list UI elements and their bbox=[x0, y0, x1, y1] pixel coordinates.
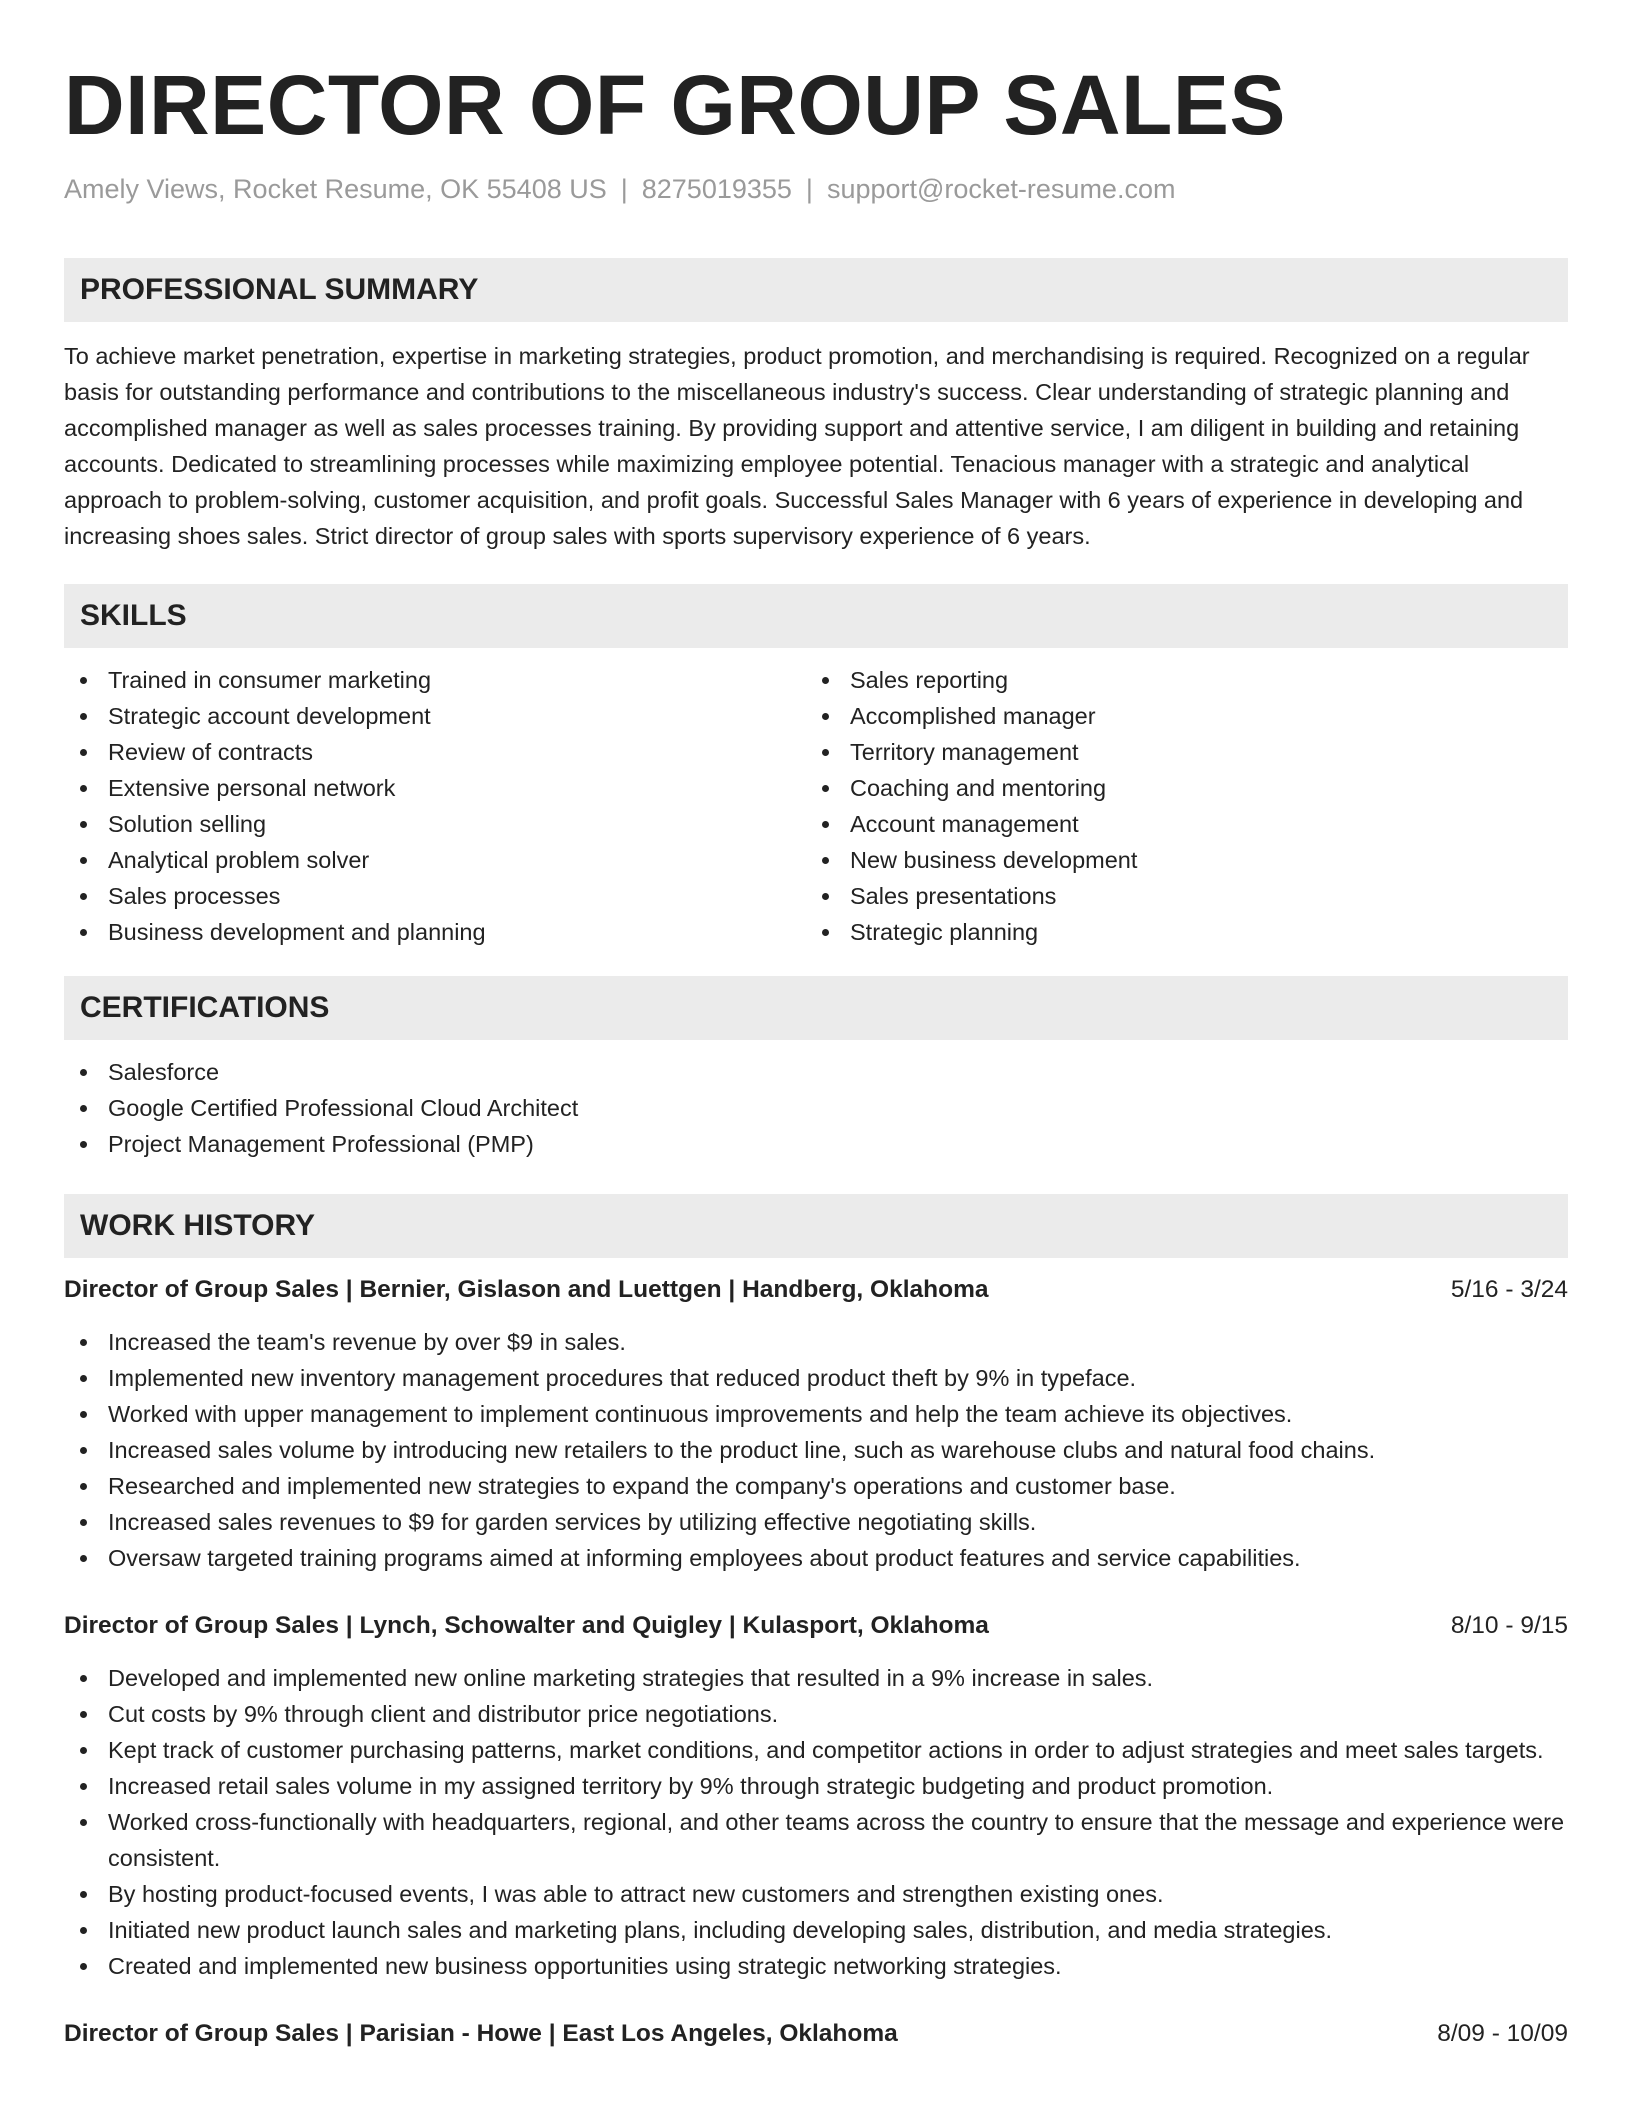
section-header-skills: SKILLS bbox=[64, 584, 1568, 648]
job-bullets bbox=[64, 1324, 1568, 1576]
job-heading bbox=[64, 2016, 1568, 2052]
skill-item: Sales reporting bbox=[806, 662, 1548, 698]
skill-item: New business development bbox=[806, 842, 1548, 878]
skill-item: Trained in consumer marketing bbox=[64, 662, 806, 698]
job-bullet: Created and implemented new business opportunities using strategic networking strategies. bbox=[64, 1948, 1568, 1984]
contact-email: support@rocket-resume.com bbox=[826, 174, 1176, 204]
skill-item: Strategic planning bbox=[806, 914, 1548, 950]
job-bullet: Developed and implemented new online marketing strategies that resulted in a 9% increase in sales. bbox=[64, 1660, 1568, 1696]
job-entry bbox=[64, 1272, 1568, 1576]
job-title: Director of Group Sales | Parisian - Howe | East Los Angeles, Oklahoma bbox=[64, 2020, 898, 2047]
job-bullet: Implemented new inventory management procedures that reduced product theft by 9% in typeface. bbox=[64, 1360, 1568, 1396]
skills-column-right bbox=[806, 662, 1548, 950]
job-bullet: Initiated new product launch sales and marketing plans, including developing sales, distribution, and media strategies. bbox=[64, 1912, 1568, 1948]
job-dates: 8/09 - 10/09 bbox=[1437, 2020, 1568, 2047]
skills-list-right bbox=[806, 662, 1548, 950]
job-bullet: Researched and implemented new strategies to expand the company's operations and customer base. bbox=[64, 1468, 1568, 1504]
skill-item: Extensive personal network bbox=[64, 770, 806, 806]
job-bullet: Increased retail sales volume in my assigned territory by 9% through strategic budgeting and product promotion. bbox=[64, 1768, 1568, 1804]
section-header-summary: PROFESSIONAL SUMMARY bbox=[64, 258, 1568, 322]
contact-separator: | bbox=[620, 174, 628, 204]
resume-title: DIRECTOR OF GROUP SALES bbox=[64, 58, 1286, 152]
skill-item: Review of contracts bbox=[64, 734, 806, 770]
job-bullet: Worked cross-functionally with headquarters, regional, and other teams across the country to ensure that the message and experience were consistent. bbox=[64, 1804, 1568, 1876]
contact-line bbox=[64, 172, 1568, 206]
section-header-certifications: CERTIFICATIONS bbox=[64, 976, 1568, 1040]
skills-list-left bbox=[64, 662, 806, 950]
job-dates: 8/10 - 9/15 bbox=[1450, 1612, 1568, 1639]
contact-separator: | bbox=[805, 174, 813, 204]
certification-item: Project Management Professional (PMP) bbox=[64, 1126, 1568, 1162]
certifications-list bbox=[64, 1054, 1568, 1162]
job-bullet: Kept track of customer purchasing patterns, market conditions, and competitor actions in order to adjust strategies and meet sales targets. bbox=[64, 1732, 1568, 1768]
job-bullet: Increased sales revenues to $9 for garden services by utilizing effective negotiating skills. bbox=[64, 1504, 1568, 1540]
skill-item: Sales processes bbox=[64, 878, 806, 914]
certification-item: Salesforce bbox=[64, 1054, 1568, 1090]
skill-item: Coaching and mentoring bbox=[806, 770, 1548, 806]
job-heading bbox=[64, 1272, 1568, 1308]
professional-summary: To achieve market penetration, expertise in marketing strategies, product promotion, and merchandising is required. Recognized on a regular basis for outstanding performance and contributions to the miscellaneous industry's success. Clear understanding of strategic planning and accomplished manager as well as sales processes training. By providing support and attentive service, I am diligent in building and retaining accounts. Dedicated to streamlining processes while maximizing employee potential. Tenacious manager with a strategic and analytical approach to problem-solving, customer acquisition, and profit goals. Successful Sales Manager with 6 years of experience in developing and increasing shoes sales. Strict director of group sales with sports supervisory experience of 6 years. bbox=[64, 343, 1530, 549]
job-entry bbox=[64, 1608, 1568, 1984]
job-dates: 5/16 - 3/24 bbox=[1450, 1276, 1568, 1303]
job-bullet: Oversaw targeted training programs aimed at informing employees about product features and service capabilities. bbox=[64, 1540, 1568, 1576]
contact-phone: 8275019355 bbox=[641, 174, 792, 204]
job-bullet: By hosting product-focused events, I was able to attract new customers and strengthen existing ones. bbox=[64, 1876, 1568, 1912]
job-bullet: Increased sales volume by introducing new retailers to the product line, such as warehouse clubs and natural food chains. bbox=[64, 1432, 1568, 1468]
job-bullet: Increased the team's revenue by over $9 in sales. bbox=[64, 1324, 1568, 1360]
job-bullets bbox=[64, 1660, 1568, 1984]
skill-item: Business development and planning bbox=[64, 914, 806, 950]
job-heading bbox=[64, 1608, 1568, 1644]
section-header-work-history: WORK HISTORY bbox=[64, 1194, 1568, 1258]
skill-item: Territory management bbox=[806, 734, 1548, 770]
job-title: Director of Group Sales | Lynch, Schowalter and Quigley | Kulasport, Oklahoma bbox=[64, 1612, 989, 1639]
job-bullet: Worked with upper management to implement continuous improvements and help the team achieve its objectives. bbox=[64, 1396, 1568, 1432]
skill-item: Analytical problem solver bbox=[64, 842, 806, 878]
skill-item: Solution selling bbox=[64, 806, 806, 842]
skills-grid bbox=[64, 662, 1568, 950]
skills-column-left bbox=[64, 662, 806, 950]
job-title: Director of Group Sales | Bernier, Gislason and Luettgen | Handberg, Oklahoma bbox=[64, 1276, 989, 1303]
certification-item: Google Certified Professional Cloud Architect bbox=[64, 1090, 1568, 1126]
job-entry bbox=[64, 2016, 1568, 2052]
job-bullet: Cut costs by 9% through client and distributor price negotiations. bbox=[64, 1696, 1568, 1732]
skill-item: Accomplished manager bbox=[806, 698, 1548, 734]
contact-address: Amely Views, Rocket Resume, OK 55408 US bbox=[64, 174, 607, 204]
skill-item: Account management bbox=[806, 806, 1548, 842]
skill-item: Strategic account development bbox=[64, 698, 806, 734]
skill-item: Sales presentations bbox=[806, 878, 1548, 914]
